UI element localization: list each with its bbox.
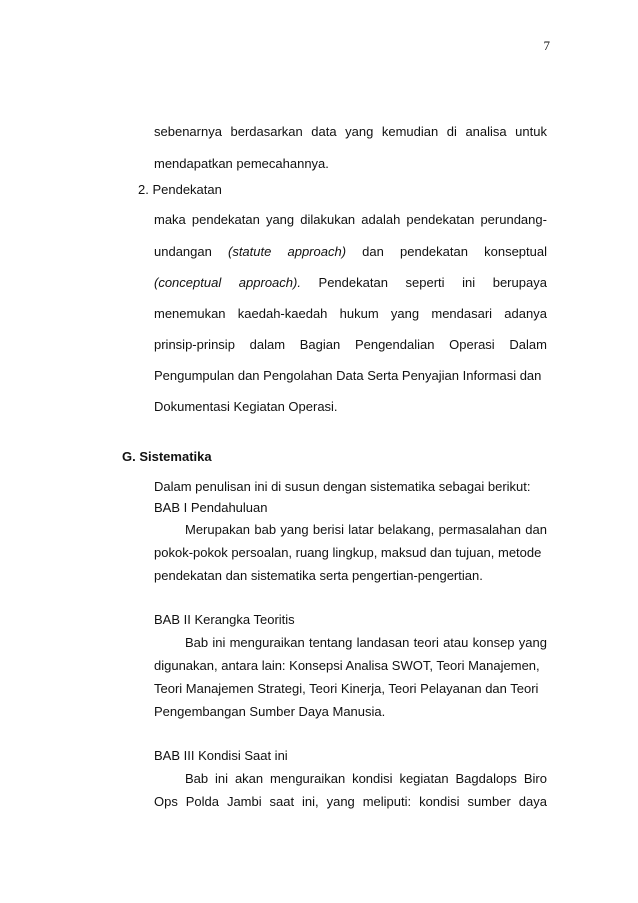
text-line: Dokumentasi Kegiatan Operasi. bbox=[154, 399, 338, 414]
chapter-heading: BAB III Kondisi Saat ini bbox=[154, 748, 288, 763]
chapter-heading: BAB II Kerangka Teoritis bbox=[154, 612, 295, 627]
text-line: Ops Polda Jambi saat ini, yang meliputi: kondisi sumber daya bbox=[154, 794, 547, 809]
text-line: undangan (statute approach) dan pendekatan konseptual bbox=[154, 244, 547, 259]
page-number: 7 bbox=[543, 38, 550, 53]
text-line: maka pendekatan yang dilakukan adalah pendekatan perundang- bbox=[154, 212, 547, 227]
text-line: pokok-pokok persoalan, ruang lingkup, maksud dan tujuan, metode bbox=[154, 545, 542, 560]
section-heading: G. Sistematika bbox=[122, 449, 212, 464]
chapter-heading: BAB I Pendahuluan bbox=[154, 500, 268, 515]
text-line: Bab ini menguraikan tentang landasan teori atau konsep yang bbox=[185, 635, 547, 650]
text-line: menemukan kaedah-kaedah hukum yang mendasari adanya bbox=[154, 306, 547, 321]
text-line: Merupakan bab yang berisi latar belakang, permasalahan dan bbox=[185, 522, 547, 537]
text-line: prinsip-prinsip dalam Bagian Pengendalian Operasi Dalam bbox=[154, 337, 547, 352]
text-line: pendekatan dan sistematika serta pengertian-pengertian. bbox=[154, 568, 483, 583]
text-line: Teori Manajemen Strategi, Teori Kinerja, Teori Pelayanan dan Teori bbox=[154, 681, 539, 696]
text-line: Dalam penulisan ini di susun dengan sistematika sebagai berikut: bbox=[154, 479, 531, 494]
text-line: digunakan, antara lain: Konsepsi Analisa SWOT, Teori Manajemen, bbox=[154, 658, 540, 673]
text-line: Pengumpulan dan Pengolahan Data Serta Penyajian Informasi dan bbox=[154, 368, 542, 383]
text-line: Pengembangan Sumber Daya Manusia. bbox=[154, 704, 386, 719]
text-line: Bab ini akan menguraikan kondisi kegiatan Bagdalops Biro bbox=[185, 771, 547, 786]
list-item-heading: 2. Pendekatan bbox=[138, 182, 222, 197]
text-line: (conceptual approach). Pendekatan seperti ini berupaya bbox=[154, 275, 547, 290]
text-line: sebenarnya berdasarkan data yang kemudian di analisa untuk bbox=[154, 124, 547, 139]
text-line: mendapatkan pemecahannya. bbox=[154, 156, 329, 171]
